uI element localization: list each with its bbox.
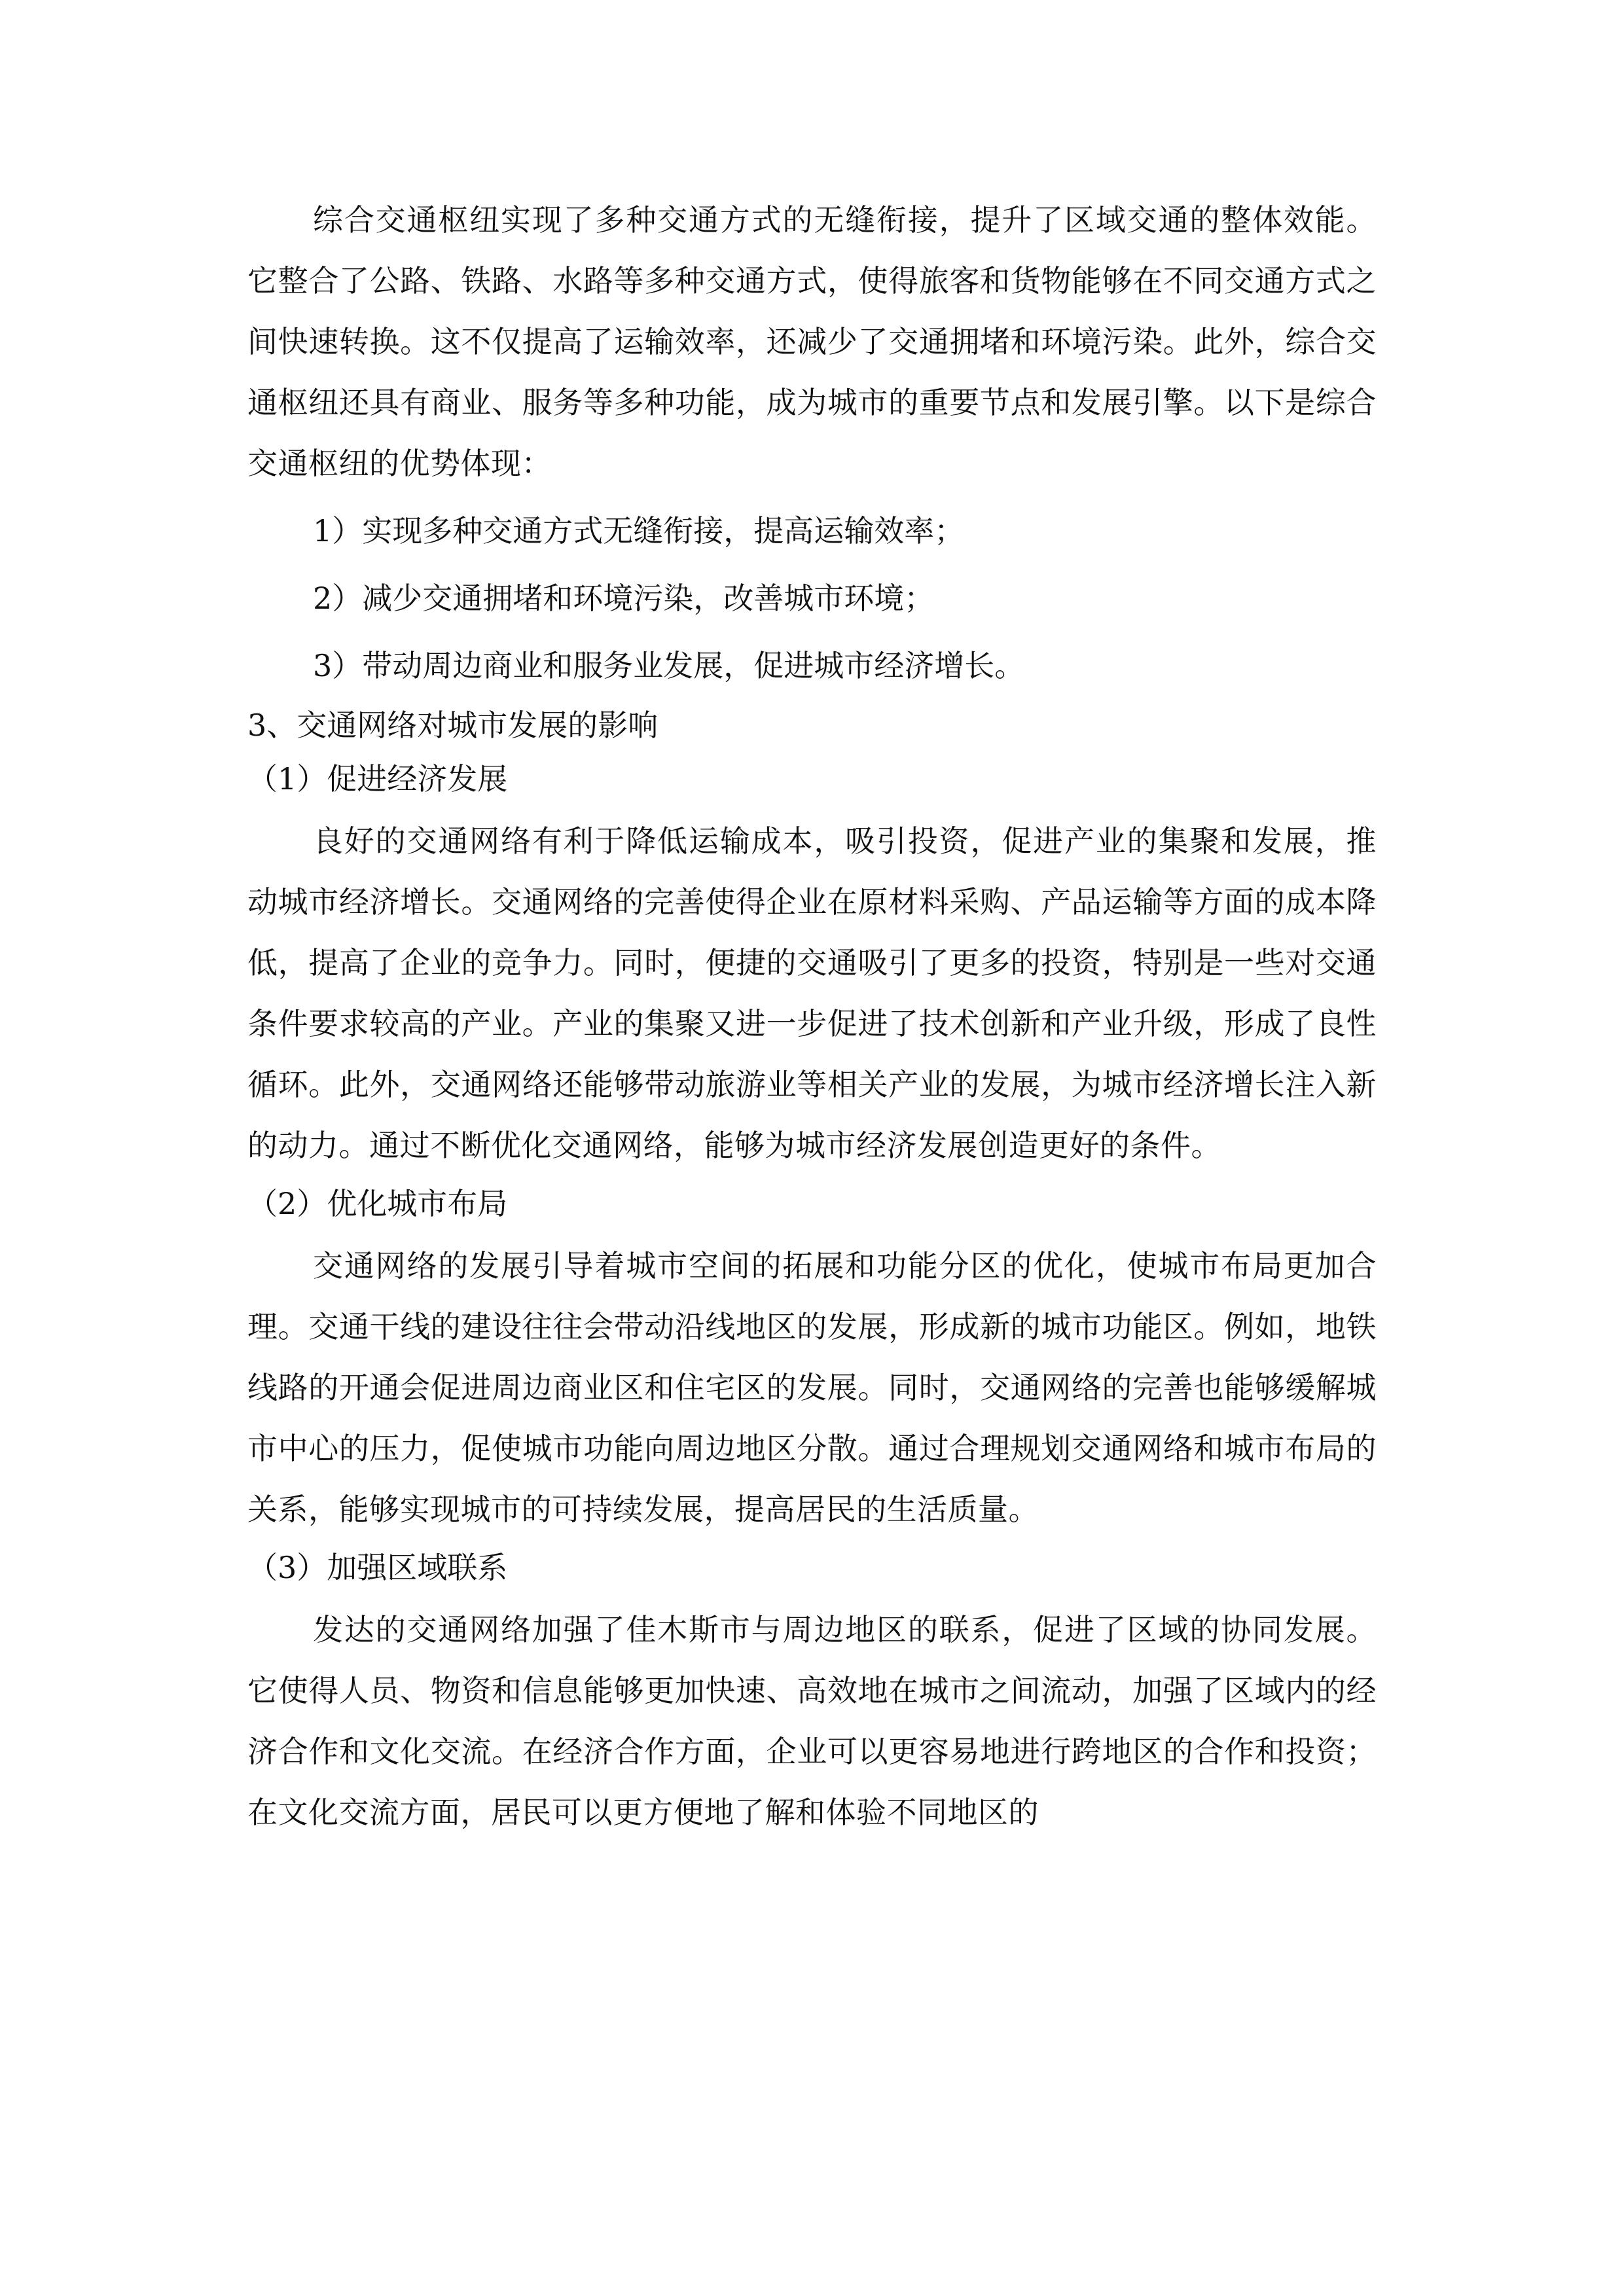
advantages-list — [247, 501, 1377, 696]
subsection-paragraph: 良好的交通网络有利于降低运输成本，吸引投资，促进产业的集聚和发展，推动城市经济增长。交通网络的完善使得企业在原材料采购、产品运输等方面的成本降低，提高了企业的竞争力。同时，便捷的交通吸引了更多的投资，特别是一些对交通条件要求较高的产业。产业的集聚又进一步促进了技术创新和产业升级，形成了良性循环。此外，交通网络还能够带动旅游业等相关产业的发展，为城市经济增长注入新的动力。通过不断优化交通网络，能够为城市经济发展创造更好的条件。 — [247, 823, 1377, 1163]
subsection-paragraph: 发达的交通网络加强了佳木斯市与周边地区的联系，促进了区域的协同发展。它使得人员、物资和信息能够更加快速、高效地在城市之间流动，加强了区域内的经济合作和文化交流。在经济合作方面，企业可以更容易地进行跨地区的合作和投资；在文化交流方面，居民可以更方便地了解和体验不同地区的 — [247, 1612, 1377, 1830]
subsection-layout — [247, 1176, 1377, 1540]
subsection-economy — [247, 751, 1377, 1176]
section-heading: 3、交通网络对城市发展的影响 — [247, 708, 659, 743]
intro-paragraph: 综合交通枢纽实现了多种交通方式的无缝衔接，提升了区域交通的整体效能。它整合了公路、铁路、水路等多种交通方式，使得旅客和货物能够在不同交通方式之间快速转换。这不仅提高了运输效率，还减少了交通拥堵和环境污染。此外，综合交通枢纽还具有商业、服务等多种功能，成为城市的重要节点和发展引擎。以下是综合交通枢纽的优势体现： — [247, 202, 1377, 481]
list-item: 1）实现多种交通方式无缝衔接，提高运输效率； — [313, 513, 965, 548]
list-item: 3）带动周边商业和服务业发展，促进城市经济增长。 — [313, 648, 1025, 683]
list-item: 2）减少交通拥堵和环境污染，改善城市环境； — [313, 581, 935, 616]
subsection-heading: （3）加强区域联系 — [247, 1550, 508, 1585]
subsection-heading: （1）促进经济发展 — [247, 761, 508, 797]
subsection-regional — [247, 1540, 1377, 1843]
subsection-paragraph: 交通网络的发展引导着城市空间的拓展和功能分区的优化，使城市布局更加合理。交通干线的建设往往会带动沿线地区的发展，形成新的城市功能区。例如，地铁线路的开通会促进周边商业区和住宅区的发展。同时，交通网络的完善也能够缓解城市中心的压力，促使城市功能向周边地区分散。通过合理规划交通网络和城市布局的关系，能够实现城市的可持续发展，提高居民的生活质量。 — [247, 1248, 1377, 1527]
document-page — [247, 190, 1377, 1843]
subsection-heading: （2）优化城市布局 — [247, 1186, 508, 1221]
